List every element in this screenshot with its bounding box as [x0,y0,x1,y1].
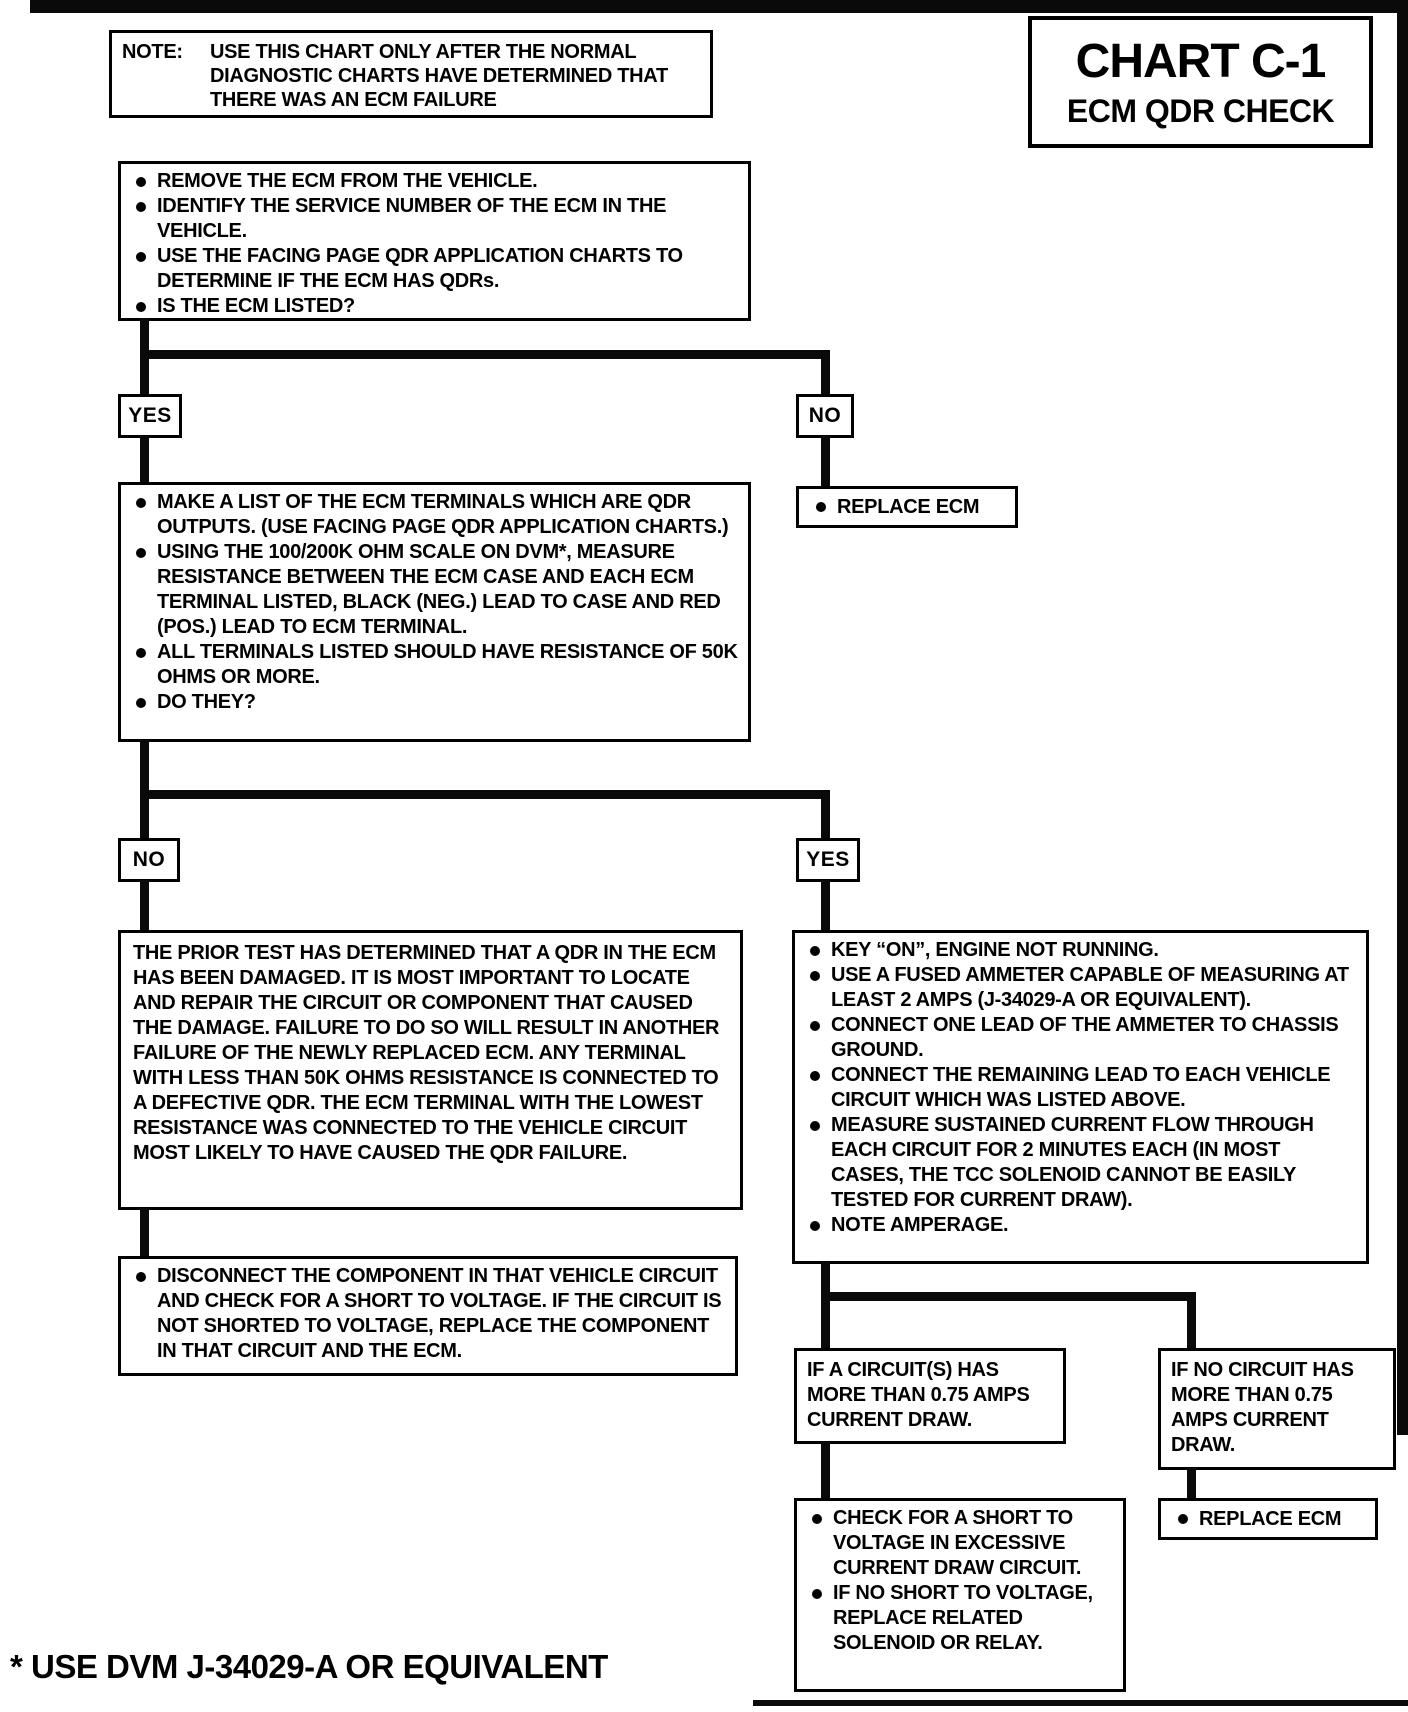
bullet-item [129,294,738,319]
dvm-footnote: * USE DVM J-34029-A OR EQUIVALENT [10,1648,608,1685]
connector-line [821,1442,830,1498]
bullet-text: REMOVE THE ECM FROM THE VEHICLE. [157,170,538,192]
bullet-icon [810,946,820,956]
bullet-text: MEASURE SUSTAINED CURRENT FLOW THROUGH EACH CIRCUIT FOR 2 MINUTES EACH (IN MOST CASES, THE TCC SOLENOID CANNOT BE EASILY TESTED FOR CURRENT DRAW). [831,1114,1314,1211]
bullet-icon [810,1071,820,1081]
bullet-text: MAKE A LIST OF THE ECM TERMINALS WHICH ARE QDR OUTPUTS. (USE FACING PAGE QDR APPLICATION CHARTS.) [157,491,729,538]
bullet-item [129,244,738,294]
bullet-icon [136,252,146,262]
connector-line [140,350,830,359]
condition-under-075-box [1158,1348,1396,1470]
chart-subtitle: ECM QDR CHECK [1066,93,1335,129]
scan-top-bar [30,0,1400,13]
bullet-text: REPLACE ECM [837,495,980,518]
bullet-icon [810,1021,820,1031]
bullet-item [805,1581,1113,1656]
bullet-item [129,490,738,540]
connector-line [821,436,830,486]
bullet-text: IDENTIFY THE SERVICE NUMBER OF THE ECM IN THE VEHICLE. [157,195,667,242]
bullet-icon [136,177,146,187]
bullet-text: REPLACE ECM [1199,1507,1342,1530]
condition-text: IF NO CIRCUIT HAS MORE THAN 0.75 AMPS CURRENT DRAW. [1171,1359,1354,1456]
bullet-icon [136,648,146,658]
connector-line [140,740,149,838]
chart-title-box [1028,16,1373,148]
replace-ecm-box [1158,1498,1378,1540]
disconnect-box [118,1256,738,1376]
connector-line [140,436,149,484]
bullet-item [129,194,738,244]
bullet-icon [810,1221,820,1231]
bullet-text: ALL TERMINALS LISTED SHOULD HAVE RESISTANCE OF 50K OHMS OR MORE. [157,641,738,688]
bullet-icon [810,1121,820,1131]
note-box [109,30,713,118]
connector-line [821,1292,1196,1301]
branch-label-yes: YES [796,838,860,882]
branch-label-yes: YES [118,394,182,438]
bullet-text: DO THEY? [157,691,256,713]
bullet-item [803,1213,1356,1238]
chart-title: CHART C-1 [1075,35,1326,88]
bullet-text: IF NO SHORT TO VOLTAGE, REPLACE RELATED SOLENOID OR RELAY. [833,1582,1093,1654]
bullet-item [803,1113,1356,1213]
connector-line [140,790,830,799]
step1-box [118,161,751,321]
bullet-icon [136,1272,146,1282]
bullet-item [129,540,738,640]
current-test-box [792,930,1369,1264]
bullet-item [129,690,738,715]
bullet-item [803,963,1356,1013]
scan-right-strip [1397,0,1408,1435]
bullet-item [803,1063,1356,1113]
bullet-item [803,1013,1356,1063]
connector-line [140,1208,149,1256]
bullet-item [803,938,1356,963]
condition-over-075-box [794,1348,1066,1444]
bullet-text: CHECK FOR A SHORT TO VOLTAGE IN EXCESSIVE CURRENT DRAW CIRCUIT. [833,1507,1082,1579]
bullet-text: USE A FUSED AMMETER CAPABLE OF MEASURING AT LEAST 2 AMPS (J-34029-A OR EQUIVALENT). [831,964,1349,1011]
bullet-icon [810,971,820,981]
branch-label-no: NO [118,838,180,882]
bullet-text: USING THE 100/200K OHM SCALE ON DVM*, MEASURE RESISTANCE BETWEEN THE ECM CASE AND EACH ECM TERMINAL LISTED, BLACK (NEG.) LEAD TO CASE AND RED (POS.) LEAD TO ECM TERMINAL. [157,541,721,638]
bullet-icon [816,502,826,512]
scan-bottom-line [753,1700,1408,1706]
bullet-icon [136,698,146,708]
bullet-item [129,640,738,690]
bullet-text: IS THE ECM LISTED? [157,295,355,317]
bullet-icon [812,1514,822,1524]
bullet-text: CONNECT ONE LEAD OF THE AMMETER TO CHASSIS GROUND. [831,1014,1339,1061]
bullet-icon [1178,1514,1188,1524]
bullet-icon [136,202,146,212]
bullet-text: DISCONNECT THE COMPONENT IN THAT VEHICLE CIRCUIT AND CHECK FOR A SHORT TO VOLTAGE. IF THE CIRCUIT IS NOT SHORTED TO VOLTAGE, REPLACE THE COMPONENT IN THAT CIRCUIT AND THE ECM. [157,1265,722,1362]
bullet-text: USE THE FACING PAGE QDR APPLICATION CHARTS TO DETERMINE IF THE ECM HAS QDRs. [157,245,683,292]
bullet-item [129,1264,725,1364]
connector-line [1187,1292,1196,1348]
bullet-icon [136,548,146,558]
branch-label-no: NO [796,394,854,438]
condition-text: IF A CIRCUIT(S) HAS MORE THAN 0.75 AMPS CURRENT DRAW. [807,1359,1030,1431]
step2-box [118,482,751,742]
connector-line [821,1262,830,1348]
check-short-box [794,1498,1126,1692]
bullet-text: CONNECT THE REMAINING LEAD TO EACH VEHICLE CIRCUIT WHICH WAS LISTED ABOVE. [831,1064,1331,1111]
bullet-text: NOTE AMPERAGE. [831,1214,1009,1236]
bullet-item [1171,1501,1365,1537]
connector-line [821,880,830,930]
replace-ecm-box [796,486,1018,528]
bullet-icon [812,1589,822,1599]
bullet-item [809,489,1005,525]
connector-line [821,790,830,838]
paragraph-text: THE PRIOR TEST HAS DETERMINED THAT A QDR IN THE ECM HAS BEEN DAMAGED. IT IS MOST IMPORTANT TO LOCATE AND REPAIR THE CIRCUIT OR COMPONENT THAT CAUSED THE DAMAGE. FAILURE TO DO SO WILL RESULT IN ANOTHER FAILURE OF THE NEWLY REPLACED ECM. ANY TERMINAL WITH LESS THAN 50K OHMS RESISTANCE IS CONNECTED TO A DEFECTIVE QDR. THE ECM TERMINAL WITH THE LOWEST RESISTANCE WAS CONNECTED TO THE VEHICLE CIRCUIT MOST LIKELY TO HAVE CAUSED THE QDR FAILURE. [133,942,720,1164]
bullet-icon [136,498,146,508]
bullet-item [129,169,738,194]
bullet-icon [136,302,146,312]
bullet-text: KEY “ON”, ENGINE NOT RUNNING. [831,939,1159,961]
bullet-item [805,1506,1113,1581]
note-text: USE THIS CHART ONLY AFTER THE NORMAL DIAGNOSTIC CHARTS HAVE DETERMINED THAT THERE WAS AN ECM FAILURE [210,41,668,111]
note-label: NOTE: [122,41,183,63]
connector-line [821,350,830,394]
connector-line [1187,1468,1196,1498]
connector-line [140,880,149,930]
qdr-damaged-box [118,930,743,1210]
